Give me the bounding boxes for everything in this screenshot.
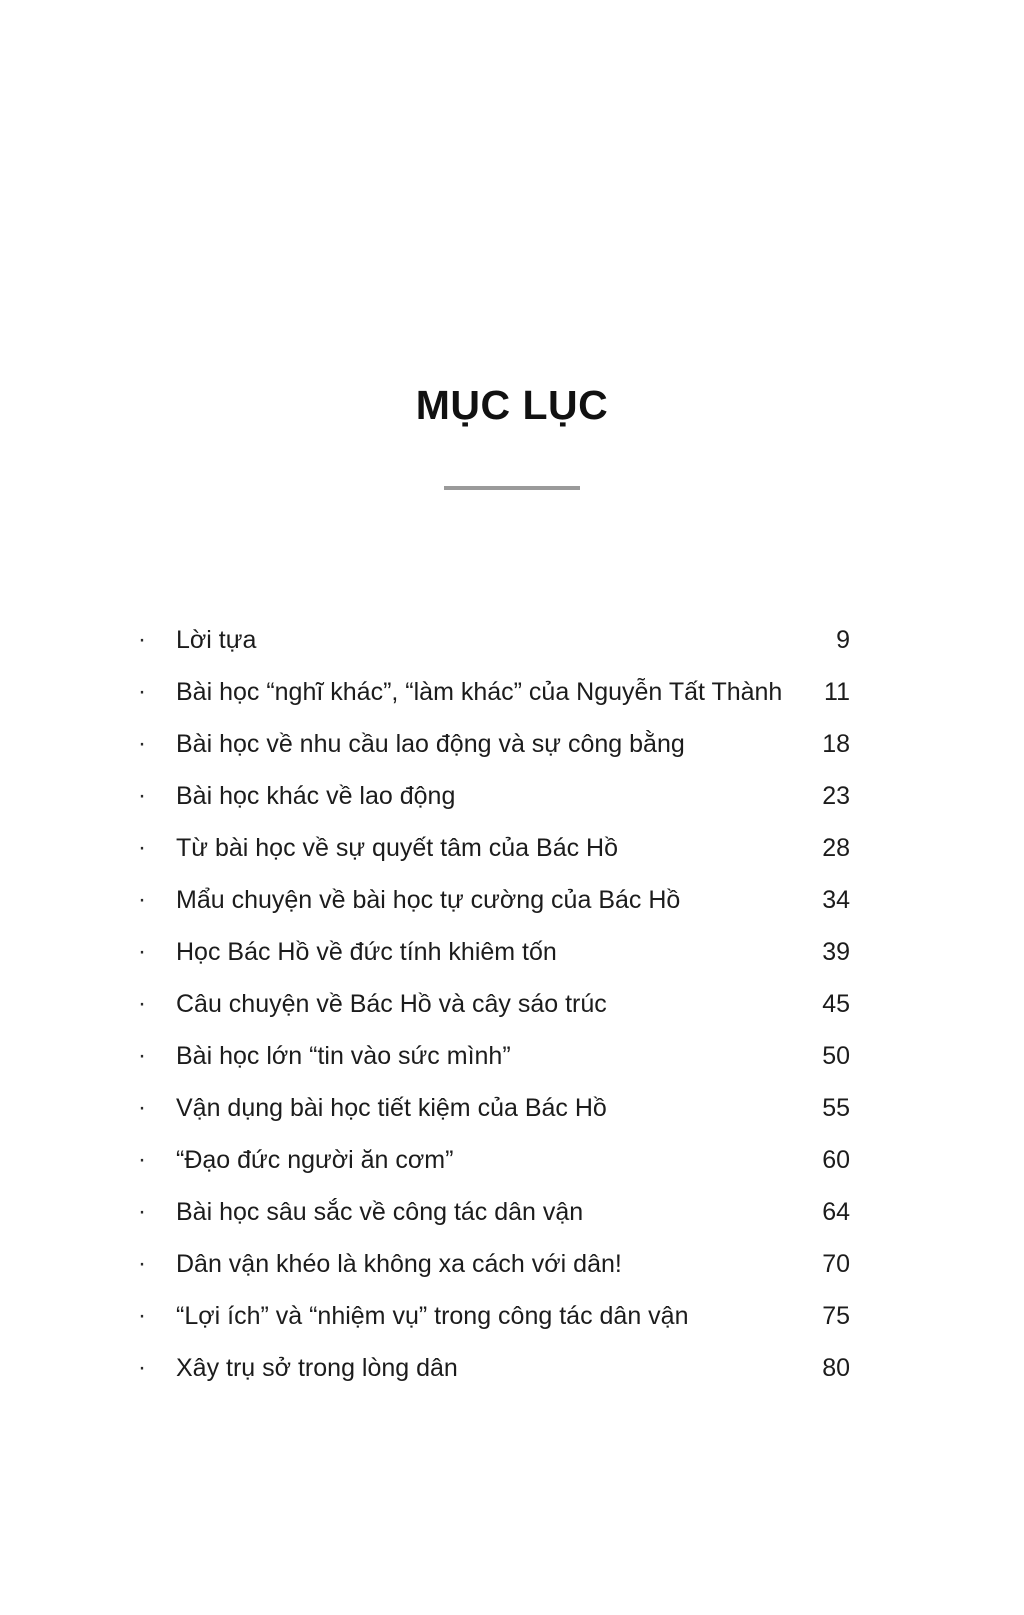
toc-entry-page: 39 xyxy=(822,937,850,966)
toc-entry-page: 18 xyxy=(822,729,850,758)
toc-entry xyxy=(138,1082,850,1134)
toc-bullet-icon: · xyxy=(138,1094,146,1121)
toc-bullet-icon: · xyxy=(138,1042,146,1069)
toc-entry xyxy=(138,1290,850,1342)
toc-entry-page: 9 xyxy=(836,625,850,654)
toc-entry xyxy=(138,666,850,718)
toc-entry xyxy=(138,770,850,822)
toc-entry xyxy=(138,1134,850,1186)
toc-entry xyxy=(138,718,850,770)
toc-entry-title: Lời tựa xyxy=(176,625,257,654)
toc-entry-title: Bài học sâu sắc về công tác dân vận xyxy=(176,1197,584,1226)
toc-entry-page: 11 xyxy=(824,677,850,706)
toc-bullet-icon: · xyxy=(138,782,146,809)
toc-bullet-icon: · xyxy=(138,1250,146,1277)
toc-bullet-icon: · xyxy=(138,1302,146,1329)
toc-entry-title: Mẩu chuyện về bài học tự cường của Bác Hồ xyxy=(176,885,681,914)
toc-bullet-icon: · xyxy=(138,1146,146,1173)
toc-entry-title: Từ bài học về sự quyết tâm của Bác Hồ xyxy=(176,833,619,862)
toc-entry-page: 80 xyxy=(822,1353,850,1382)
toc-entry-page: 70 xyxy=(822,1249,850,1278)
toc-entry xyxy=(138,1030,850,1082)
toc-entry-page: 55 xyxy=(822,1093,850,1122)
toc-entry-title: “Đạo đức người ăn cơm” xyxy=(176,1145,454,1174)
toc-bullet-icon: · xyxy=(138,834,146,861)
toc-bullet-icon: · xyxy=(138,626,146,653)
toc-entry-title: Vận dụng bài học tiết kiệm của Bác Hồ xyxy=(176,1093,607,1122)
toc-entry-title: Dân vận khéo là không xa cách với dân! xyxy=(176,1249,622,1278)
toc-entry xyxy=(138,614,850,666)
toc-entry-title: Xây trụ sở trong lòng dân xyxy=(176,1353,458,1382)
toc-entry-page: 60 xyxy=(822,1145,850,1174)
toc-entry-page: 75 xyxy=(822,1301,850,1330)
toc-entry-page: 64 xyxy=(822,1197,850,1226)
toc-bullet-icon: · xyxy=(138,678,146,705)
toc-entry-title: Câu chuyện về Bác Hồ và cây sáo trúc xyxy=(176,989,607,1018)
toc-entry xyxy=(138,822,850,874)
toc-bullet-icon: · xyxy=(138,938,146,965)
page-title: MỤC LỤC xyxy=(415,382,609,428)
toc-entry xyxy=(138,926,850,978)
toc-entry-page: 28 xyxy=(822,833,850,862)
toc-entry-page: 50 xyxy=(822,1041,850,1070)
toc-entry-page: 45 xyxy=(822,989,850,1018)
toc-entry xyxy=(138,978,850,1030)
toc-entry-page: 23 xyxy=(822,781,850,810)
toc-bullet-icon: · xyxy=(138,730,146,757)
title-divider xyxy=(444,486,580,490)
toc-entry xyxy=(138,1186,850,1238)
toc-bullet-icon: · xyxy=(138,990,146,1017)
toc-entry xyxy=(138,1238,850,1290)
toc-entry xyxy=(138,1342,850,1394)
toc-entry-page: 34 xyxy=(822,885,850,914)
toc-entry-title: Bài học khác về lao động xyxy=(176,781,456,810)
toc-list xyxy=(138,614,850,1394)
toc-entry-title: Bài học về nhu cầu lao động và sự công bằng xyxy=(176,729,685,758)
toc-bullet-icon: · xyxy=(138,1198,146,1225)
toc-entry-title: Học Bác Hồ về đức tính khiêm tốn xyxy=(176,937,557,966)
toc-entry xyxy=(138,874,850,926)
toc-bullet-icon: · xyxy=(138,1354,146,1381)
toc-bullet-icon: · xyxy=(138,886,146,913)
toc-entry-title: Bài học “nghĩ khác”, “làm khác” của Nguyễn Tất Thành xyxy=(176,677,783,706)
toc-entry-title: “Lợi ích” và “nhiệm vụ” trong công tác dân vận xyxy=(176,1301,689,1330)
toc-entry-title: Bài học lớn “tin vào sức mình” xyxy=(176,1041,511,1070)
